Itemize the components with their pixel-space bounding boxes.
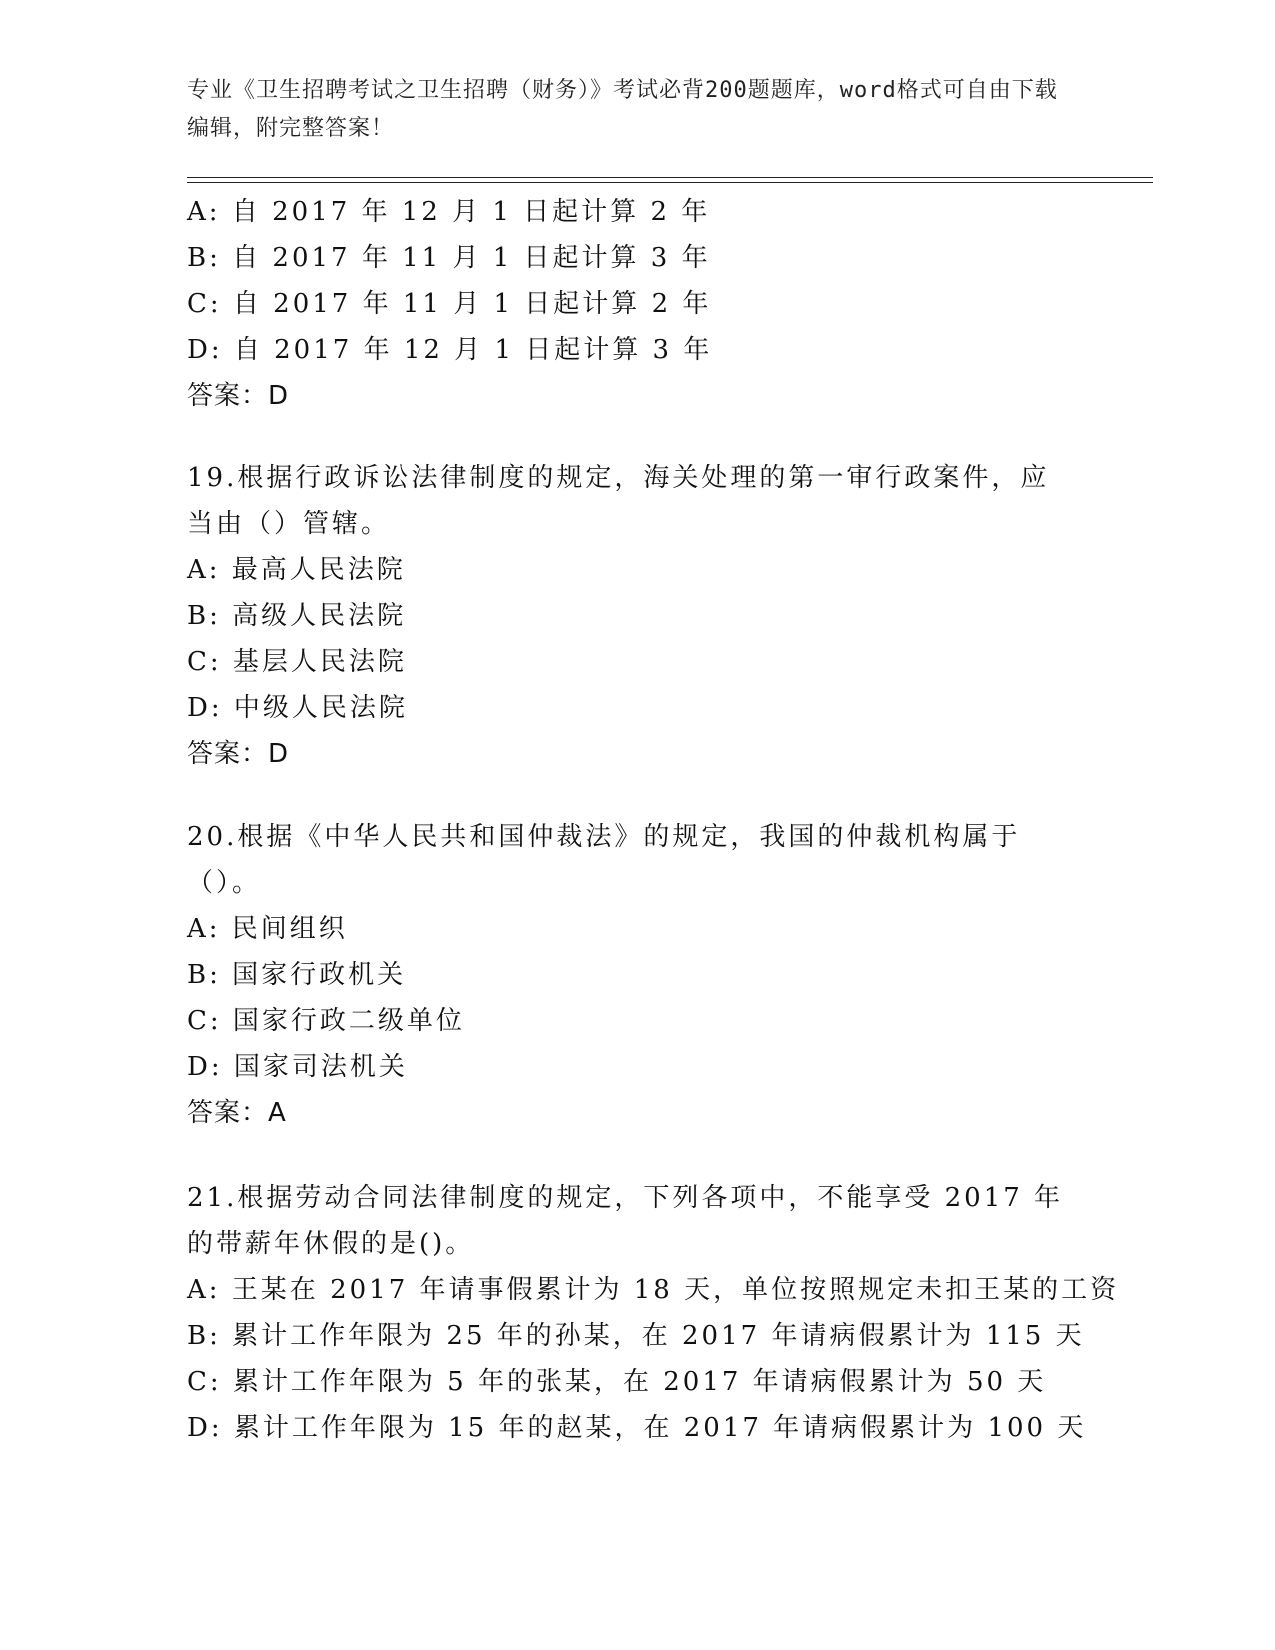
option-d: D: 累计工作年限为 15 年的赵某，在 2017 年请病假累计为 100 天 <box>187 1413 1087 1443</box>
question-18-block <box>187 189 1087 419</box>
option-a: A: 民间组织 <box>187 914 348 944</box>
option-d: D: 国家司法机关 <box>187 1052 408 1082</box>
question-19-block <box>187 455 1087 777</box>
question-21-block <box>187 1175 1120 1451</box>
question-text: 21.根据劳动合同法律制度的规定，下列各项中，不能享受 2017 年的带薪年休假的是()。 <box>187 1183 1064 1259</box>
header-divider-line-secondary <box>187 182 1153 183</box>
header-divider-line <box>187 177 1153 178</box>
option-b: B: 国家行政机关 <box>187 960 407 990</box>
option-d: D: 中级人民法院 <box>187 693 408 723</box>
option-a: A: 自 2017 年 12 月 1 日起计算 2 年 <box>187 197 711 227</box>
option-b: B: 自 2017 年 11 月 1 日起计算 3 年 <box>187 243 711 273</box>
option-a: A: 最高人民法院 <box>187 555 406 585</box>
document-header: 专业《卫生招聘考试之卫生招聘（财务）》考试必背200题题库，word格式可自由下载编辑，附完整答案！ <box>187 78 1058 141</box>
question-text: 19.根据行政诉讼法律制度的规定，海关处理的第一审行政案件，应当由（）管辖。 <box>187 463 1050 539</box>
answer-label: 答案：A <box>187 1098 287 1128</box>
answer-label: 答案：D <box>187 739 290 769</box>
option-c: C: 累计工作年限为 5 年的张某，在 2017 年请病假累计为 50 天 <box>187 1367 1047 1397</box>
option-b: B: 高级人民法院 <box>187 601 407 631</box>
option-b: B: 累计工作年限为 25 年的孙某，在 2017 年请病假累计为 115 天 <box>187 1321 1085 1351</box>
option-c: C: 国家行政二级单位 <box>187 1006 465 1036</box>
option-d: D: 自 2017 年 12 月 1 日起计算 3 年 <box>187 335 713 365</box>
answer-label: 答案：D <box>187 381 290 411</box>
option-a: A: 王某在 2017 年请事假累计为 18 天，单位按照规定未扣王某的工资 <box>187 1275 1120 1305</box>
option-c: C: 自 2017 年 11 月 1 日起计算 2 年 <box>187 289 712 319</box>
question-20-block <box>187 814 1087 1136</box>
question-text: 20.根据《中华人民共和国仲裁法》的规定，我国的仲裁机构属于（）。 <box>187 822 1021 898</box>
option-c: C: 基层人民法院 <box>187 647 407 677</box>
